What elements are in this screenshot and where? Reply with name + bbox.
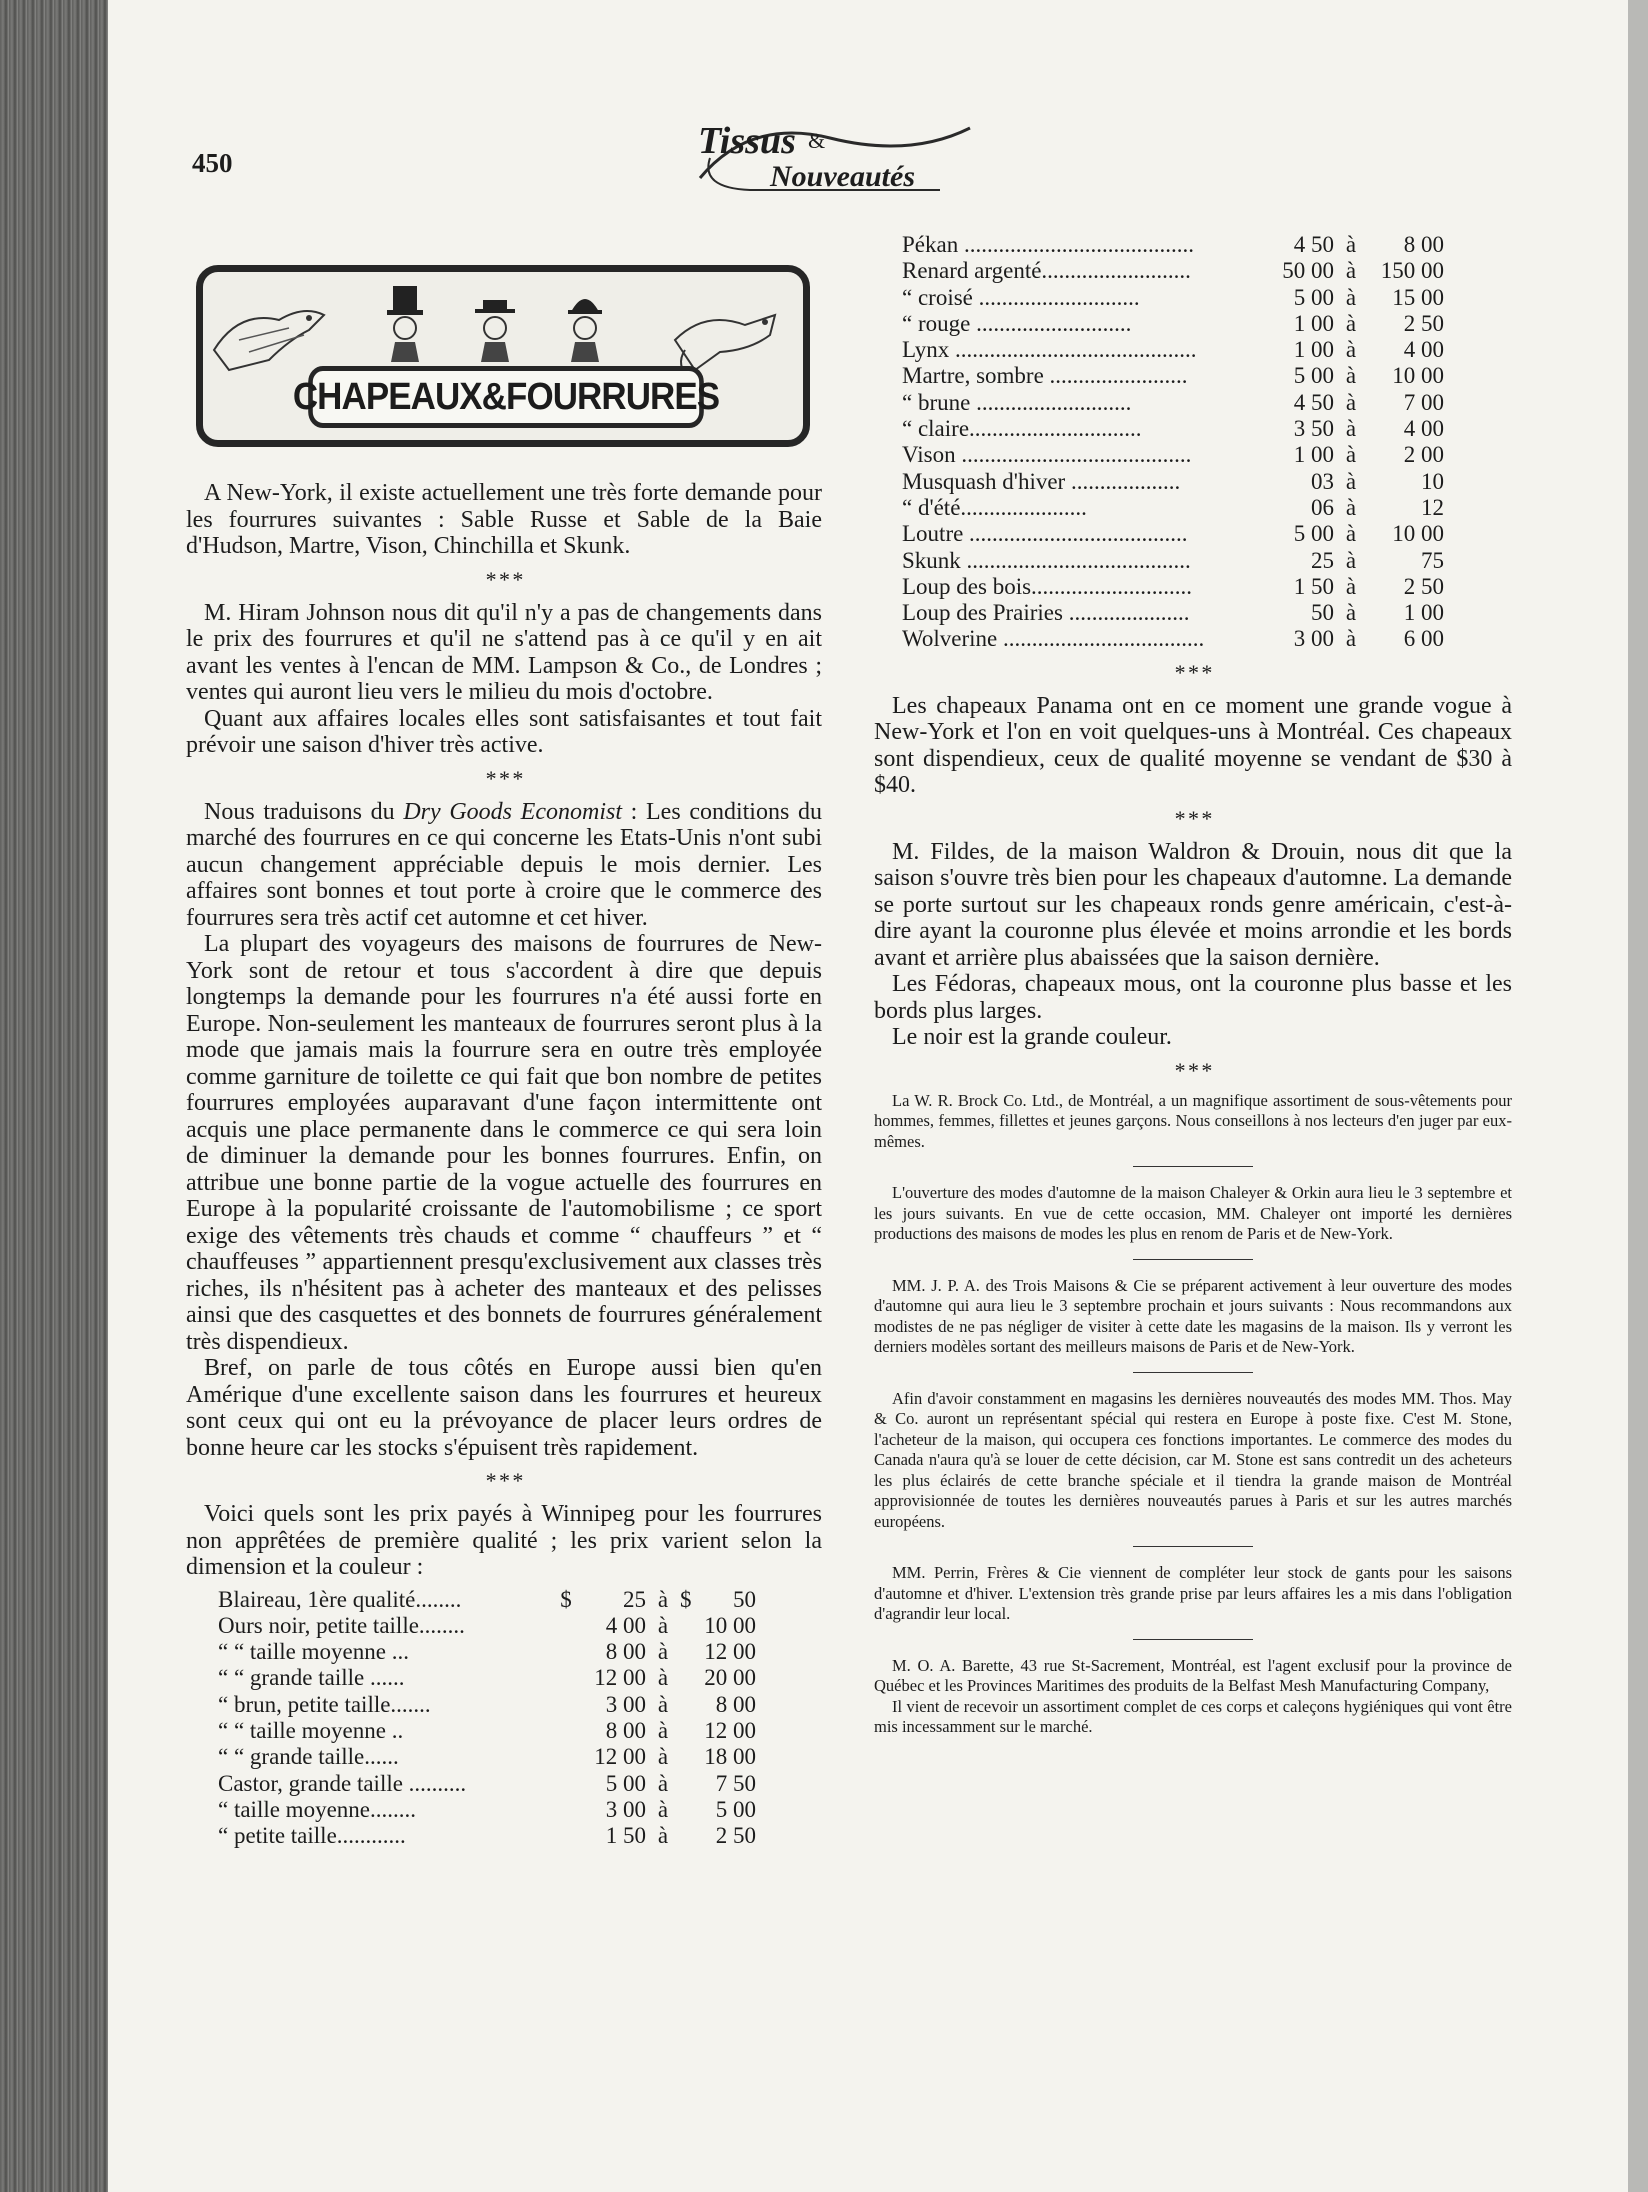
- range-word: à: [1345, 363, 1357, 389]
- price-row: [902, 521, 1444, 547]
- paragraph: M. Fildes, de la maison Waldron & Drouin, nous dit que la saison s'ouvre très bien pour les chapeaux d'automne. La demande se porte surtout sur les chapeaux ronds genre américain, c'est-à-dire ayant la couronne plus élevée et moins arrondie et les bords avant et arrière plus abaissées que la saison dernière.: [874, 838, 1512, 971]
- price-row: [902, 390, 1444, 416]
- price-item-name: Loup des bois............................: [902, 573, 1193, 599]
- notice: La W. R. Brock Co. Ltd., de Montréal, a un magnifique assortiment de sous-vêtements pour hommes, femmes, fillettes et jeunes garçons. Nous conseillons à nos lecteurs d'en juger par eux-mêmes.: [874, 1090, 1512, 1151]
- price-row: [218, 1613, 756, 1639]
- top-hat-man-icon: [383, 284, 427, 362]
- price-low: 3 50: [1293, 416, 1334, 442]
- currency-sign: $: [680, 1586, 692, 1612]
- price-high: 20 00: [704, 1665, 756, 1691]
- price-high: 12 00: [704, 1717, 756, 1743]
- price-row: [218, 1771, 756, 1797]
- currency-sign: [680, 1797, 696, 1823]
- range-word: à: [657, 1744, 669, 1770]
- range-word: à: [657, 1796, 669, 1822]
- currency-sign: [680, 1613, 696, 1639]
- price-item-name: Wolverine ...................................: [902, 626, 1205, 652]
- currency-sign: [556, 1823, 576, 1849]
- price-item-name: “ taille moyenne........: [218, 1796, 416, 1822]
- range-word: à: [1345, 232, 1357, 257]
- price-low: 50 00: [1282, 258, 1334, 284]
- currency-sign: [556, 1797, 576, 1823]
- notice: L'ouverture des modes d'automne de la maison Chaleyer & Orkin aura lieu le 3 septembre et les jours suivants. En vue de cette occasion, MM. Chaleyer ont importé les dernières productions des maisons de modes les plus en renom de Paris et de New-York.: [874, 1183, 1512, 1244]
- price-row: [902, 416, 1444, 442]
- range-word: à: [657, 1823, 669, 1849]
- currency-sign: [680, 1823, 696, 1849]
- right-column: [874, 232, 1512, 1738]
- price-row: [902, 574, 1444, 600]
- price-low: 5 00: [1293, 521, 1334, 547]
- price-item-name: Blaireau, 1ère qualité........: [218, 1586, 462, 1612]
- currency-sign: [680, 1665, 696, 1691]
- range-word: à: [1345, 573, 1357, 599]
- paragraph: A New-York, il existe actuellement une très forte demande pour les fourrures suivantes : Sable Russe et Sable de la Baie d'Hudson, Martre, Vison, Chinchilla et Skunk.: [186, 480, 822, 559]
- price-row: [218, 1744, 756, 1770]
- banner-title: CHAPEAUX&FOURRURES: [308, 366, 704, 428]
- range-word: à: [1345, 258, 1357, 284]
- price-item-name: Loup des Prairies .....................: [902, 600, 1190, 626]
- notice: Afin d'avoir constamment en magasins les dernières nouveautés des modes MM. Thos. May & Co. auront un représentant spécial qui restera en Europe à poste fixe. C'est M. Stone, l'acheteur de la maison, qui occupera ces fonctions importantes. Le commerce des modes du Canada n'aura qu'à se louer de cette décision, car M. Stone est sans contredit un des acheteurs les plus éclairés de cette branche spéciale et il tiendra la grande maison de Montréal approvisionnée de toutes les dernières nouveautés parues à Paris et sur les autres marchés européens.: [874, 1388, 1512, 1531]
- price-row: [902, 548, 1444, 574]
- price-high: 2 00: [1403, 442, 1444, 468]
- masthead-logo: [690, 108, 980, 198]
- divider: [1133, 1166, 1253, 1167]
- range-word: à: [1345, 494, 1357, 520]
- price-low: 4 50: [1293, 389, 1334, 415]
- currency-sign: [556, 1665, 576, 1691]
- price-low: 5 00: [1293, 363, 1334, 389]
- price-high: 8 00: [1403, 232, 1444, 257]
- range-word: à: [657, 1586, 669, 1612]
- price-row: [902, 337, 1444, 363]
- price-low: 1 50: [1293, 573, 1334, 599]
- price-row: [218, 1692, 756, 1718]
- price-high: 2 50: [1403, 573, 1444, 599]
- price-high: 10: [1421, 468, 1444, 494]
- notice: MM. J. P. A. des Trois Maisons & Cie se préparent activement à leur ouverture des modes d'automne qui aura lieu le 3 septembre prochain et jours suivants : Nous recommandons aux modistes de ne pas négliger de visiter à cette date les magasins de la maison. Ils y verront les derniers modèles sortant des meilleurs maisons de Paris et de New-York.: [874, 1275, 1512, 1357]
- currency-sign: [680, 1639, 696, 1665]
- svg-text:&: &: [808, 128, 826, 153]
- boater-hat-man-icon: [473, 284, 517, 362]
- svg-text:Nouveautés: Nouveautés: [770, 160, 915, 193]
- price-row: [218, 1587, 756, 1613]
- price-row: [218, 1797, 756, 1823]
- price-low: 4 00: [605, 1612, 646, 1638]
- price-low: 4 50: [1293, 232, 1334, 257]
- price-item-name: “ brun, petite taille.......: [218, 1691, 431, 1717]
- price-low: 50: [1311, 600, 1334, 626]
- price-low: 03: [1311, 468, 1334, 494]
- divider: [1133, 1259, 1253, 1260]
- svg-text:Tissus: Tissus: [698, 120, 796, 162]
- price-high: 12 00: [704, 1639, 756, 1665]
- range-word: à: [657, 1770, 669, 1796]
- price-row: [218, 1718, 756, 1744]
- bowler-hat-man-icon: [563, 284, 607, 362]
- price-high: 4 00: [1403, 416, 1444, 442]
- currency-sign: [680, 1744, 696, 1770]
- price-item-name: “ croisé ............................: [902, 284, 1140, 310]
- paragraph: Le noir est la grande couleur.: [892, 1024, 1172, 1051]
- price-high: 6 00: [1403, 626, 1444, 652]
- paragraph: Les Fédoras, chapeaux mous, ont la couronne plus basse et les bords plus larges.: [874, 971, 1512, 1024]
- price-item-name: “ rouge ...........................: [902, 310, 1132, 336]
- range-word: à: [657, 1665, 669, 1691]
- paragraph: Voici quels sont les prix payés à Winnipeg pour les fourrures non apprêtées de première qualité ; les prix varient selon la dimension et la couleur :: [186, 1501, 822, 1580]
- currency-sign: [556, 1692, 576, 1718]
- price-row: [218, 1823, 756, 1849]
- range-word: à: [657, 1717, 669, 1743]
- price-low: 5 00: [605, 1770, 646, 1796]
- price-high: 10 00: [1392, 363, 1444, 389]
- price-item-name: Musquash d'hiver ...................: [902, 468, 1181, 494]
- currency-sign: [556, 1613, 576, 1639]
- price-item-name: “ claire..............................: [902, 416, 1142, 442]
- price-item-name: “ “ grande taille ......: [218, 1665, 405, 1691]
- price-high: 18 00: [704, 1744, 756, 1770]
- book-page-edges: [0, 0, 110, 2192]
- price-high: 50: [733, 1586, 756, 1612]
- price-item-name: Martre, sombre ........................: [902, 363, 1188, 389]
- notice: MM. Perrin, Frères & Cie viennent de compléter leur stock de gants pour les saisons d'automne et d'hiver. L'extension très grande prise par leurs affaires les a mis dans l'obligation d'agrandir leur local.: [874, 1563, 1512, 1624]
- section-separator: * * *: [1174, 659, 1212, 685]
- paragraph: M. Hiram Johnson nous dit qu'il n'y a pas de changements dans le prix des fourrures et qu'il ne s'attend pas à ce qu'il y en ait avant les ventes à l'encan de MM. Lampson & Co., de Londres ; ventes qui auront lieu vers le milieu du mois d'octobre.: [186, 599, 822, 705]
- price-item-name: “ “ taille moyenne ..: [218, 1717, 404, 1743]
- price-low: 12 00: [594, 1665, 646, 1691]
- book-right-margin: [1628, 0, 1648, 2192]
- range-word: à: [1345, 521, 1357, 547]
- price-low: 8 00: [605, 1717, 646, 1743]
- price-high: 2 50: [1403, 310, 1444, 336]
- paragraph: La plupart des voyageurs des maisons de fourrures de New-York sont de retour et tous s'accordent à dire que depuis longtemps la demande pour les fourrures n'a été aussi forte en Europe. Non-seulement les manteaux de fourrures seront plus à la mode que jamais mais la fourrure sera en outre très employée comme garniture de toilette ce qui fait que bon nombre de petites fourrures employées auparavant d'une façon intermittente ont acquis une place permanente dans le commerce ce qui sera loin de diminuer la demande pour les bonnes fourrures. Enfin, on attribue une bonne partie de la vogue actuelle des fourrures en Europe à la popularité croissante de l'automobilisme ; ce sport exige des vêtements très chauds et comme “ chauffeurs ” et “ chauffeuses ” appartiennent presqu'exclusivement aux classes très riches, ils n'hésitent pas à acheter des manteaux et des pelisses ainsi que des casquettes et des bonnets de fourrures généralement très dispendieux.: [186, 931, 822, 1355]
- winnipeg-price-table: [218, 1587, 756, 1850]
- price-low: 3 00: [605, 1796, 646, 1822]
- price-high: 1 00: [1403, 600, 1444, 626]
- price-low: 5 00: [1293, 284, 1334, 310]
- section-separator: * * *: [1174, 805, 1212, 831]
- price-item-name: Pékan ........................................: [902, 232, 1194, 257]
- divider: [1133, 1372, 1253, 1373]
- text-run: Nous traduisons du: [204, 798, 404, 825]
- range-word: à: [1345, 389, 1357, 415]
- price-row: [218, 1639, 756, 1665]
- range-word: à: [657, 1612, 669, 1638]
- paragraph: [186, 799, 822, 932]
- price-row: [218, 1665, 756, 1691]
- currency-sign: [556, 1718, 576, 1744]
- price-item-name: “ petite taille............: [218, 1823, 406, 1849]
- price-row: [902, 442, 1444, 468]
- price-low: 1 00: [1293, 337, 1334, 363]
- range-word: à: [1345, 468, 1357, 494]
- price-high: 10 00: [1392, 521, 1444, 547]
- price-item-name: Ours noir, petite taille........: [218, 1612, 465, 1638]
- section-banner: [196, 265, 810, 447]
- currency-sign: [680, 1771, 696, 1797]
- price-row: [902, 495, 1444, 521]
- range-word: à: [1345, 626, 1357, 652]
- price-low: 3 00: [605, 1691, 646, 1717]
- range-word: à: [1345, 284, 1357, 310]
- page-number: 450: [192, 148, 233, 178]
- publication-title: Dry Goods Economist: [403, 798, 622, 825]
- price-high: 12: [1421, 494, 1444, 520]
- price-high: 7 50: [715, 1770, 756, 1796]
- price-row: [902, 311, 1444, 337]
- price-high: 4 00: [1403, 337, 1444, 363]
- price-high: 75: [1421, 547, 1444, 573]
- currency-sign: [556, 1771, 576, 1797]
- price-row: [902, 258, 1444, 284]
- section-separator: * * *: [485, 765, 523, 791]
- price-high: 150 00: [1380, 258, 1444, 284]
- price-low: 06: [1311, 494, 1334, 520]
- range-word: à: [1345, 600, 1357, 626]
- range-word: à: [1345, 547, 1357, 573]
- price-item-name: Lynx ..........................................: [902, 337, 1197, 363]
- price-low: 1 00: [1293, 310, 1334, 336]
- currency-sign: [680, 1692, 696, 1718]
- currency-sign: [556, 1744, 576, 1770]
- price-low: 12 00: [594, 1744, 646, 1770]
- section-separator: * * *: [485, 566, 523, 592]
- currency-sign: [556, 1639, 576, 1665]
- range-word: à: [657, 1639, 669, 1665]
- price-row: [902, 600, 1444, 626]
- paragraph: Bref, on parle de tous côtés en Europe aussi bien qu'en Amérique d'une excellente saison dans les fourrures et heureux sont ceux qui ont eu la prévoyance de placer leurs ordres de bonne heure car les stocks s'épuisent très rapidement.: [186, 1355, 822, 1461]
- range-word: à: [1345, 442, 1357, 468]
- divider: [1133, 1639, 1253, 1640]
- price-item-name: “ “ taille moyenne ...: [218, 1639, 409, 1665]
- price-high: 15 00: [1392, 284, 1444, 310]
- text-run: : Les conditions du marché des fourrures en ce qui concerne les Etats-Unis n'ont subi aucun changement appréciable depuis le mois dernier. Les affaires sont bonnes et tout porte à croire que le commerce des fourrures sera très actif cet automne et cet hiver.: [186, 798, 822, 931]
- price-low: 1 50: [605, 1823, 646, 1849]
- currency-sign: [680, 1718, 696, 1744]
- price-low: 3 00: [1293, 626, 1334, 652]
- divider: [1133, 1546, 1253, 1547]
- price-item-name: Renard argenté..........................: [902, 258, 1191, 284]
- range-word: à: [1345, 416, 1357, 442]
- price-high: 7 00: [1403, 389, 1444, 415]
- price-high: 8 00: [715, 1691, 756, 1717]
- price-item-name: Castor, grande taille ..........: [218, 1770, 467, 1796]
- price-low: 1 00: [1293, 442, 1334, 468]
- price-low: 25: [623, 1586, 646, 1612]
- price-item-name: “ brune ...........................: [902, 389, 1132, 415]
- price-item-name: Skunk .......................................: [902, 547, 1191, 573]
- notice: Il vient de recevoir un assortiment complet de ces corps et caleçons hygiéniques qui vont être mis incessamment sur le marché.: [874, 1696, 1512, 1737]
- price-row: [902, 232, 1444, 258]
- currency-sign: $: [560, 1586, 572, 1612]
- price-item-name: “ “ grande taille......: [218, 1744, 399, 1770]
- price-low: 8 00: [605, 1639, 646, 1665]
- range-word: à: [1345, 310, 1357, 336]
- range-word: à: [657, 1691, 669, 1717]
- price-row: [902, 469, 1444, 495]
- price-item-name: “ d'été......................: [902, 494, 1087, 520]
- price-high: 5 00: [715, 1796, 756, 1822]
- range-word: à: [1345, 337, 1357, 363]
- price-high: 10 00: [704, 1612, 756, 1638]
- price-item-name: Loutre ......................................: [902, 521, 1188, 547]
- section-separator: * * *: [485, 1468, 523, 1493]
- price-row: [902, 626, 1444, 652]
- price-high: 2 50: [715, 1823, 756, 1849]
- price-item-name: Vison ........................................: [902, 442, 1192, 468]
- price-row: [902, 363, 1444, 389]
- paragraph: Les chapeaux Panama ont en ce moment une grande vogue à New-York et l'on en voit quelques-uns à Montréal. Ces chapeaux sont dispendieux, ceux de qualité moyenne se vendant de $30 à $40.: [874, 692, 1512, 799]
- paragraph: Quant aux affaires locales elles sont satisfaisantes et tout fait prévoir une saison d'hiver très active.: [186, 705, 822, 758]
- section-separator: * * *: [1174, 1057, 1212, 1083]
- notice: M. O. A. Barette, 43 rue St-Sacrement, Montréal, est l'agent exclusif pour la province de Québec et les Provinces Maritimes des produits de la Belfast Mesh Manufacturing Company,: [874, 1655, 1512, 1696]
- price-row: [902, 285, 1444, 311]
- left-column: [186, 480, 822, 1849]
- fur-price-table: [902, 232, 1444, 653]
- price-low: 25: [1311, 547, 1334, 573]
